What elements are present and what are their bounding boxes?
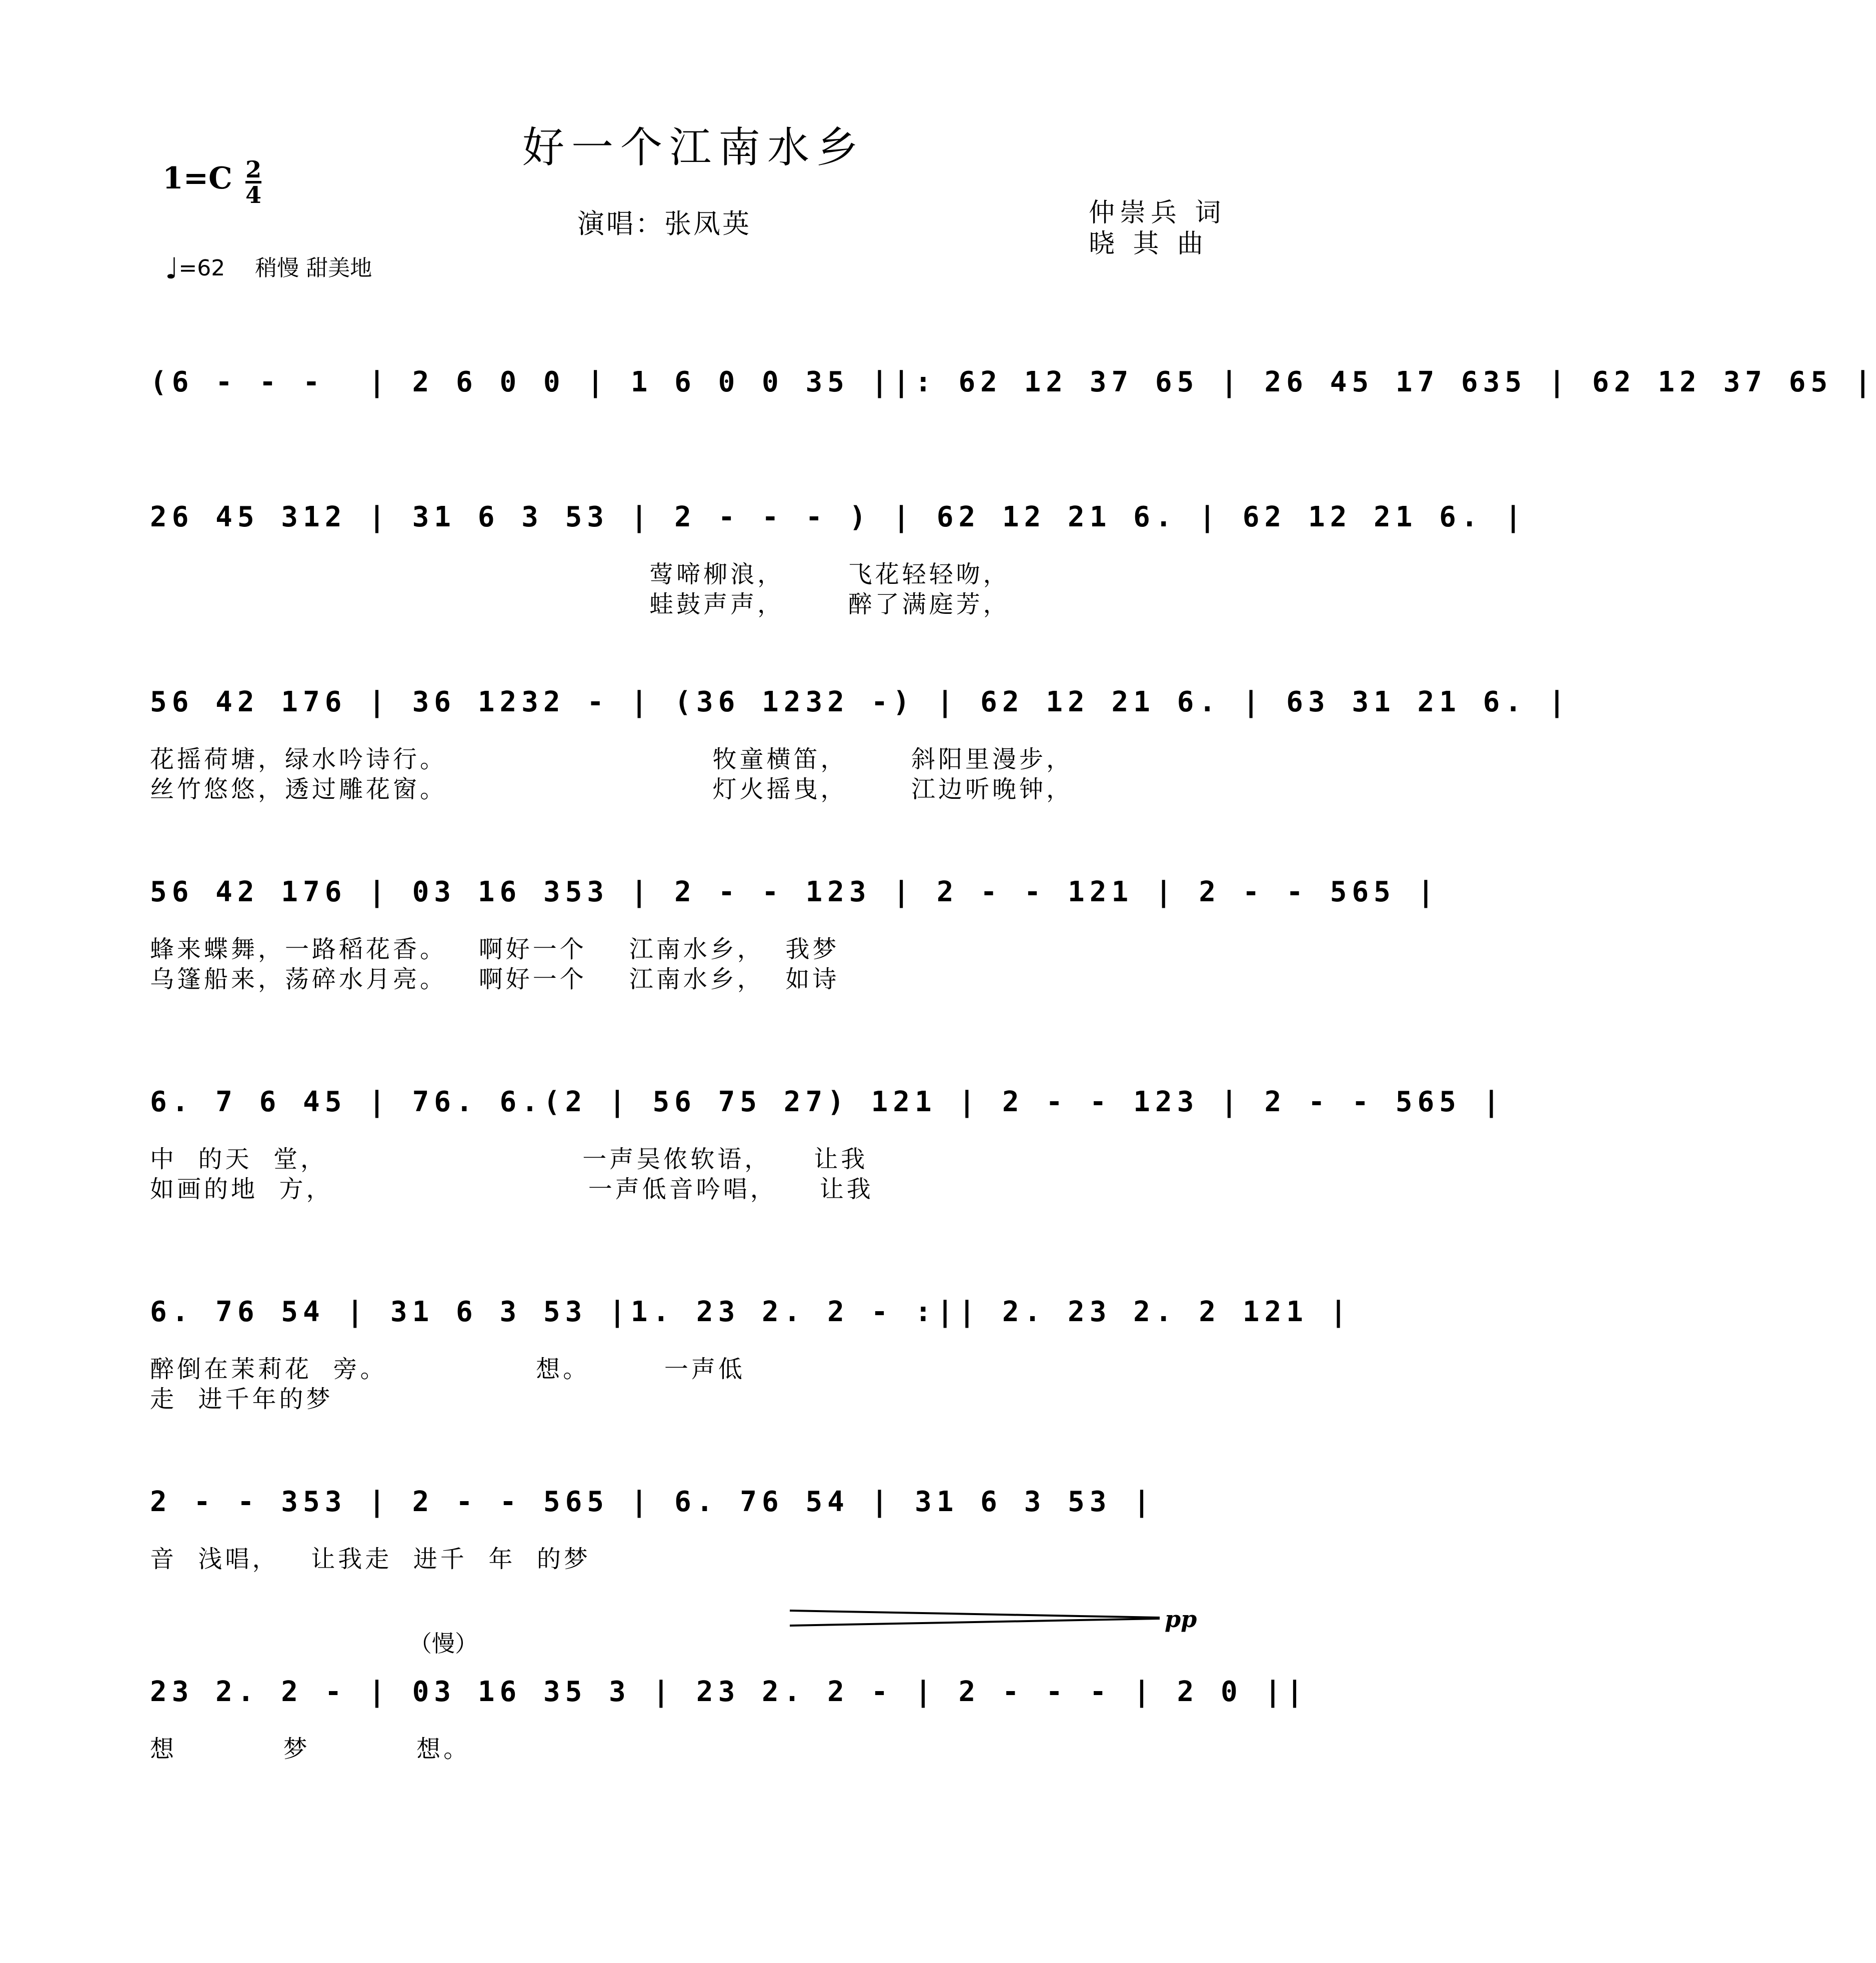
lyric-verse-2: 丝竹悠悠，透过雕花窗。 灯火摇曳， 江边听晚钟， xyxy=(150,775,1073,803)
lyric-verse-1: 花摇荷塘，绿水吟诗行。 牧童横笛， 斜阳里漫步， xyxy=(150,745,1073,773)
notation-line: 23 2. 2 - | 03 16 35 3 | 23 2. 2 - | 2 - - - | 2 0 || xyxy=(150,1676,1308,1708)
song-title: 好一个江南水乡 xyxy=(522,123,865,172)
time-signature-bottom: 4 xyxy=(245,181,261,208)
key-signature: 1=C xyxy=(162,161,232,196)
tempo-value: =62 xyxy=(178,255,225,281)
lyric-verse-1: 中 的天 堂， 一声吴侬软语， 让我 xyxy=(150,1145,868,1173)
credits xyxy=(1089,197,1226,259)
notation-line: (6 - - - | 2 6 0 0 | 1 6 0 0 35 ||: 62 12 37 65 | 26 45 17 635 | 62 12 37 65 | xyxy=(150,366,1876,398)
lyric-verse-2: 蛙鼓声声， 醉了满庭芳， xyxy=(150,590,1010,618)
lyric-verse-1: 醉倒在茉莉花 旁。 想。 一声低 xyxy=(150,1355,745,1383)
notation-line: 2 - - 353 | 2 - - 565 | 6. 76 54 | 31 6 3 53 | xyxy=(150,1486,1155,1518)
time-signature xyxy=(243,158,263,206)
dynamic-marking: pp xyxy=(1165,1606,1197,1633)
lyricist-credit: 仲崇兵 词 xyxy=(1089,198,1226,228)
singer-credit: 演唱：张凤英 xyxy=(577,208,751,239)
tempo-description: 稍慢 甜美地 xyxy=(255,255,372,281)
notation-line: 26 45 312 | 31 6 3 53 | 2 - - - ) | 62 12 21 6. | 62 12 21 6. | xyxy=(150,501,1527,533)
lyric-verse-2: 乌篷船来，荡碎水月亮。 啊好一个 江南水乡， 如诗 xyxy=(150,965,840,993)
decrescendo-hairpin xyxy=(790,1609,1160,1629)
lyric-verse-1: 想 梦 想。 xyxy=(150,1735,471,1763)
lyric-verse-1: 蜂来蝶舞，一路稻花香。 啊好一个 江南水乡， 我梦 xyxy=(150,935,840,963)
lyric-verse-2: 走 进千年的梦 xyxy=(150,1385,333,1413)
notation-line: 56 42 176 | 03 16 353 | 2 - - 123 | 2 - - 121 | 2 - - 565 | xyxy=(150,876,1440,908)
lyric-verse-1: 音 浅唱， 让我走 进千 年 的梦 xyxy=(150,1545,591,1573)
tempo-marking xyxy=(165,250,372,285)
composer-credit: 晓 其 曲 xyxy=(1089,229,1209,259)
notation-line: 56 42 176 | 36 1232 - | (36 1232 -) | 62 12 21 6. | 63 31 21 6. | xyxy=(150,686,1571,718)
lyric-verse-1: 莺啼柳浪， 飞花轻轻吻， xyxy=(150,560,1010,588)
notation-line: 6. 7 6 45 | 76. 6.(2 | 56 75 27) 121 | 2 - - 123 | 2 - - 565 | xyxy=(150,1086,1505,1118)
notation-line: 6. 76 54 | 31 6 3 53 |1. 23 2. 2 - :|| 2. 23 2. 2 121 | xyxy=(150,1296,1352,1328)
quarter-note-icon: ♩ xyxy=(165,251,179,285)
slow-annotation: （慢） xyxy=(409,1630,478,1657)
time-signature-top: 2 xyxy=(245,156,261,183)
lyric-verse-2: 如画的地 方， 一声低音吟唱， 让我 xyxy=(150,1175,874,1203)
